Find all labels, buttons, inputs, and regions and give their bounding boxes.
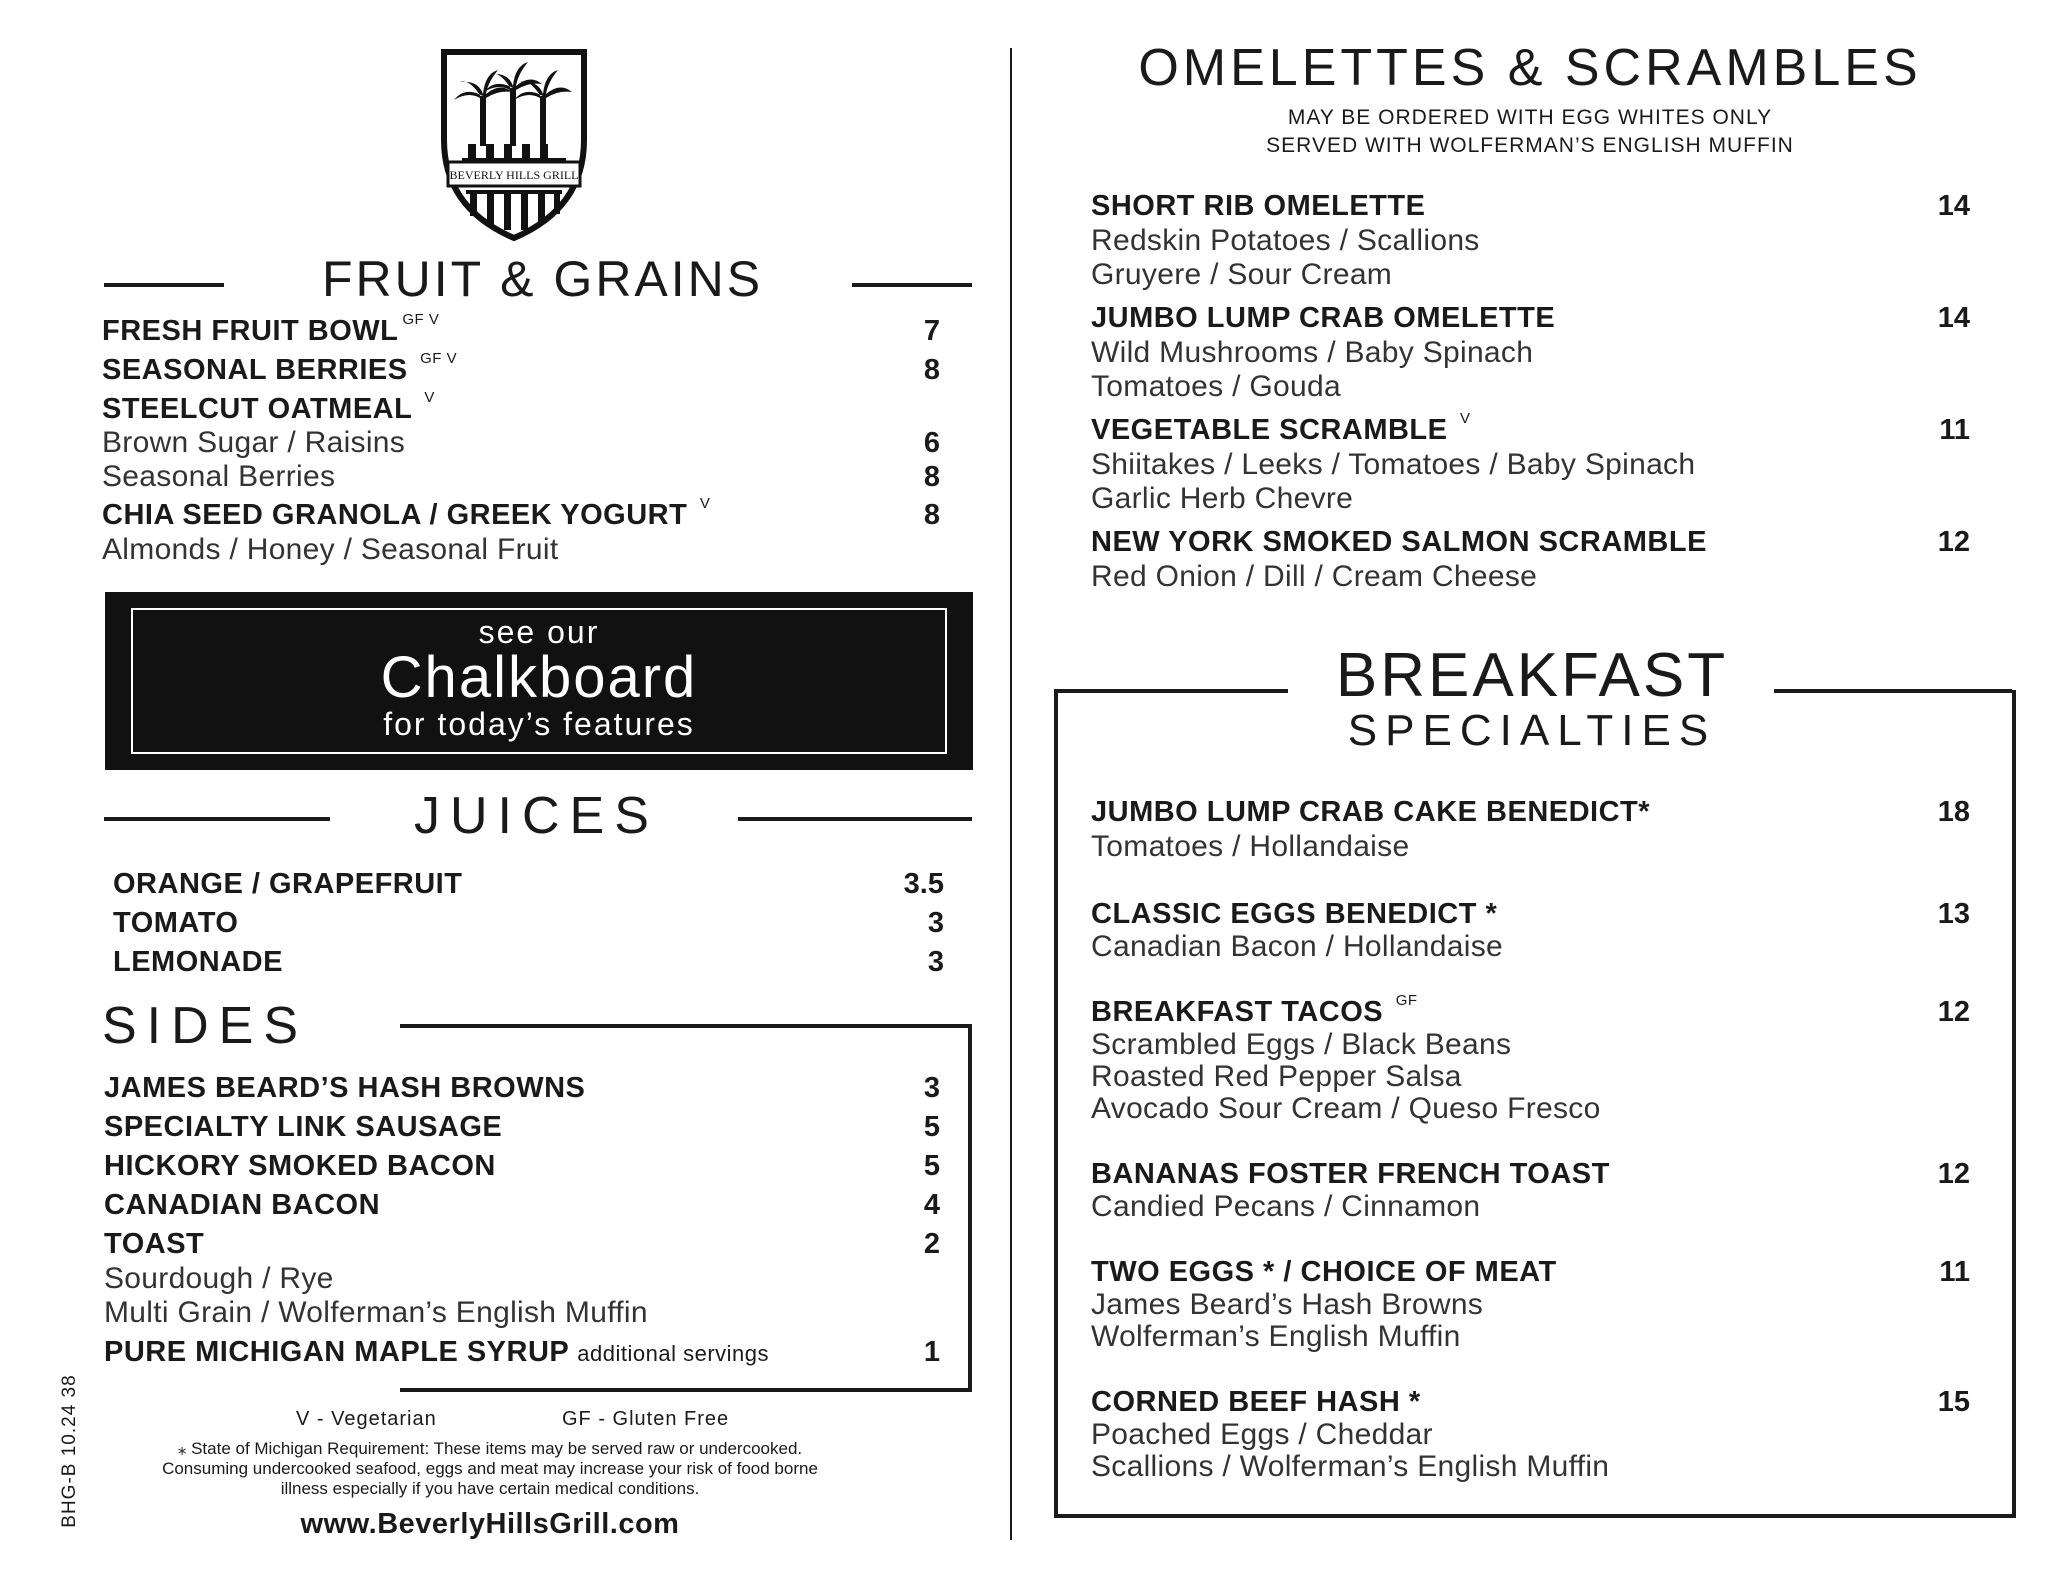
item-description: Seasonal Berries: [102, 460, 336, 493]
sides-title: SIDES: [102, 997, 309, 1055]
menu-item: SPECIALTY LINK SAUSAGE: [104, 1111, 503, 1143]
breakfast-rule-left: [1054, 689, 1288, 693]
chalkboard-line1: see our: [478, 614, 600, 650]
item-price: 7: [923, 315, 940, 347]
item-description: Sourdough / Rye: [104, 1262, 334, 1295]
chalkboard-line3: for today’s features: [383, 706, 695, 742]
menu-item: VEGETABLE SCRAMBLE $^V$: [1091, 410, 1471, 446]
item-price: 14: [1937, 190, 1970, 222]
menu-item: SEASONAL BERRIES $^{GF V}$: [102, 350, 458, 386]
item-price: 12: [1937, 1158, 1970, 1190]
item-description: Almonds / Honey / Seasonal Fruit: [102, 533, 559, 566]
menu-item: JUMBO LUMP CRAB CAKE BENEDICT*: [1091, 796, 1651, 828]
disclaimer-line: ⁎ State of Michigan Requirement: These items may be served raw or undercooked.: [177, 1439, 803, 1458]
item-price: 5: [923, 1111, 940, 1143]
menu-code: BHG-B 10.24 38: [59, 1374, 80, 1528]
chalkboard-line2: Chalkboard: [380, 645, 698, 710]
chalkboard-banner: [105, 592, 973, 770]
breakfast-title: BREAKFAST: [1335, 641, 1729, 710]
legend-gluten-free: GF - Gluten Free: [562, 1408, 730, 1430]
item-description: Wolferman’s English Muffin: [1091, 1320, 1461, 1353]
disclaimer-line: Consuming undercooked seafood, eggs and meat may increase your risk of food borne: [162, 1459, 818, 1478]
breakfast-subtitle: SPECIALTIES: [1347, 706, 1717, 755]
item-description: Candied Pecans / Cinnamon: [1091, 1190, 1481, 1223]
omelettes-title: OMELETTES & SCRAMBLES: [1138, 39, 1922, 97]
item-price: 8: [923, 354, 940, 386]
menu-item: CANADIAN BACON: [104, 1189, 381, 1221]
item-description: Wild Mushrooms / Baby Spinach: [1091, 336, 1534, 369]
menu-item: BREAKFAST TACOS $^{GF}$: [1091, 992, 1418, 1028]
menu-item: CLASSIC EGGS BENEDICT *: [1091, 898, 1498, 930]
column-divider: [1010, 48, 1012, 1540]
website-link[interactable]: www.BeverlyHillsGrill.com: [300, 1508, 680, 1540]
item-price: 18: [1937, 796, 1970, 828]
item-description: Shiitakes / Leeks / Tomatoes / Baby Spinach: [1091, 448, 1696, 481]
item-description: Scrambled Eggs / Black Beans: [1091, 1028, 1512, 1061]
item-description: Scallions / Wolferman’s English Muffin: [1091, 1450, 1610, 1483]
menu-item: LEMONADE: [113, 946, 283, 978]
item-price: 12: [1937, 996, 1970, 1028]
item-price: 4: [923, 1189, 940, 1221]
item-price: 3.5: [903, 868, 944, 900]
item-description: Tomatoes / Gouda: [1091, 370, 1341, 403]
fruit-grains-title: FRUIT & GRAINS: [322, 251, 764, 307]
menu-item: CORNED BEEF HASH *: [1091, 1386, 1421, 1418]
menu-item: JAMES BEARD’S HASH BROWNS: [104, 1072, 586, 1104]
menu-item: PURE MICHIGAN MAPLE SYRUP additional servings: [104, 1336, 770, 1368]
menu-item: FRESH FRUIT BOWL $^{GF V}$: [102, 311, 440, 347]
menu-item: ORANGE / GRAPEFRUIT: [113, 868, 463, 900]
logo-text: BEVERLY HILLS GRILL: [449, 168, 579, 182]
item-price: 14: [1937, 302, 1970, 334]
menu-item: TOAST: [104, 1228, 205, 1260]
logo-crest-icon: [440, 48, 588, 242]
fruit-rule-left: [104, 283, 224, 287]
item-price: 15: [1937, 1386, 1970, 1418]
breakfast-rule-right: [1774, 689, 2012, 693]
menu-item: BANANAS FOSTER FRENCH TOAST: [1091, 1158, 1610, 1190]
menu-item: HICKORY SMOKED BACON: [104, 1150, 496, 1182]
menu-item: TOMATO: [113, 907, 239, 939]
item-price: 5: [923, 1150, 940, 1182]
legend-vegetarian: V - Vegetarian: [296, 1408, 437, 1430]
item-price: 8: [923, 461, 940, 493]
item-price: 2: [923, 1228, 940, 1260]
item-price: 3: [927, 946, 944, 978]
item-description: James Beard’s Hash Browns: [1091, 1288, 1484, 1321]
item-description: Tomatoes / Hollandaise: [1091, 830, 1410, 863]
menu-item: STEELCUT OATMEAL $^V$: [102, 389, 435, 425]
item-price: 11: [1939, 414, 1970, 446]
omelettes-subtitle-2: SERVED WITH WOLFERMAN’S ENGLISH MUFFIN: [1266, 134, 1794, 157]
menu-item: CHIA SEED GRANOLA / GREEK YOGURT $^V$: [102, 495, 711, 531]
menu-item: JUMBO LUMP CRAB OMELETTE: [1091, 302, 1556, 334]
menu-item: NEW YORK SMOKED SALMON SCRAMBLE: [1091, 526, 1707, 558]
juices-rule-right: [738, 817, 972, 821]
item-description: Multi Grain / Wolferman’s English Muffin: [104, 1296, 648, 1329]
juices-title: JUICES: [414, 787, 659, 845]
item-description: Brown Sugar / Raisins: [102, 426, 406, 459]
item-price: 13: [1937, 898, 1970, 930]
fruit-rule-right: [852, 283, 972, 287]
menu-item: TWO EGGS * / CHOICE OF MEAT: [1091, 1256, 1557, 1288]
item-price: 3: [923, 1072, 940, 1104]
item-price: 6: [923, 427, 940, 459]
item-price: 11: [1939, 1256, 1970, 1288]
item-description: Gruyere / Sour Cream: [1091, 258, 1393, 291]
item-description: Roasted Red Pepper Salsa: [1091, 1060, 1462, 1093]
item-description: Poached Eggs / Cheddar: [1091, 1418, 1433, 1451]
item-price: 12: [1937, 526, 1970, 558]
juices-rule-left: [104, 817, 330, 821]
item-description: Garlic Herb Chevre: [1091, 482, 1354, 515]
item-description: Red Onion / Dill / Cream Cheese: [1091, 560, 1538, 593]
menu-item: SHORT RIB OMELETTE: [1091, 190, 1426, 222]
item-price: 1: [923, 1336, 940, 1368]
disclaimer-line: illness especially if you have certain medical conditions.: [280, 1479, 700, 1498]
item-description: Canadian Bacon / Hollandaise: [1091, 930, 1504, 963]
item-description: Redskin Potatoes / Scallions: [1091, 224, 1480, 257]
logo: [440, 48, 588, 242]
item-description: Avocado Sour Cream / Queso Fresco: [1091, 1092, 1601, 1125]
omelettes-subtitle-1: MAY BE ORDERED WITH EGG WHITES ONLY: [1287, 106, 1773, 129]
item-price: 3: [927, 907, 944, 939]
item-price: 8: [923, 499, 940, 531]
